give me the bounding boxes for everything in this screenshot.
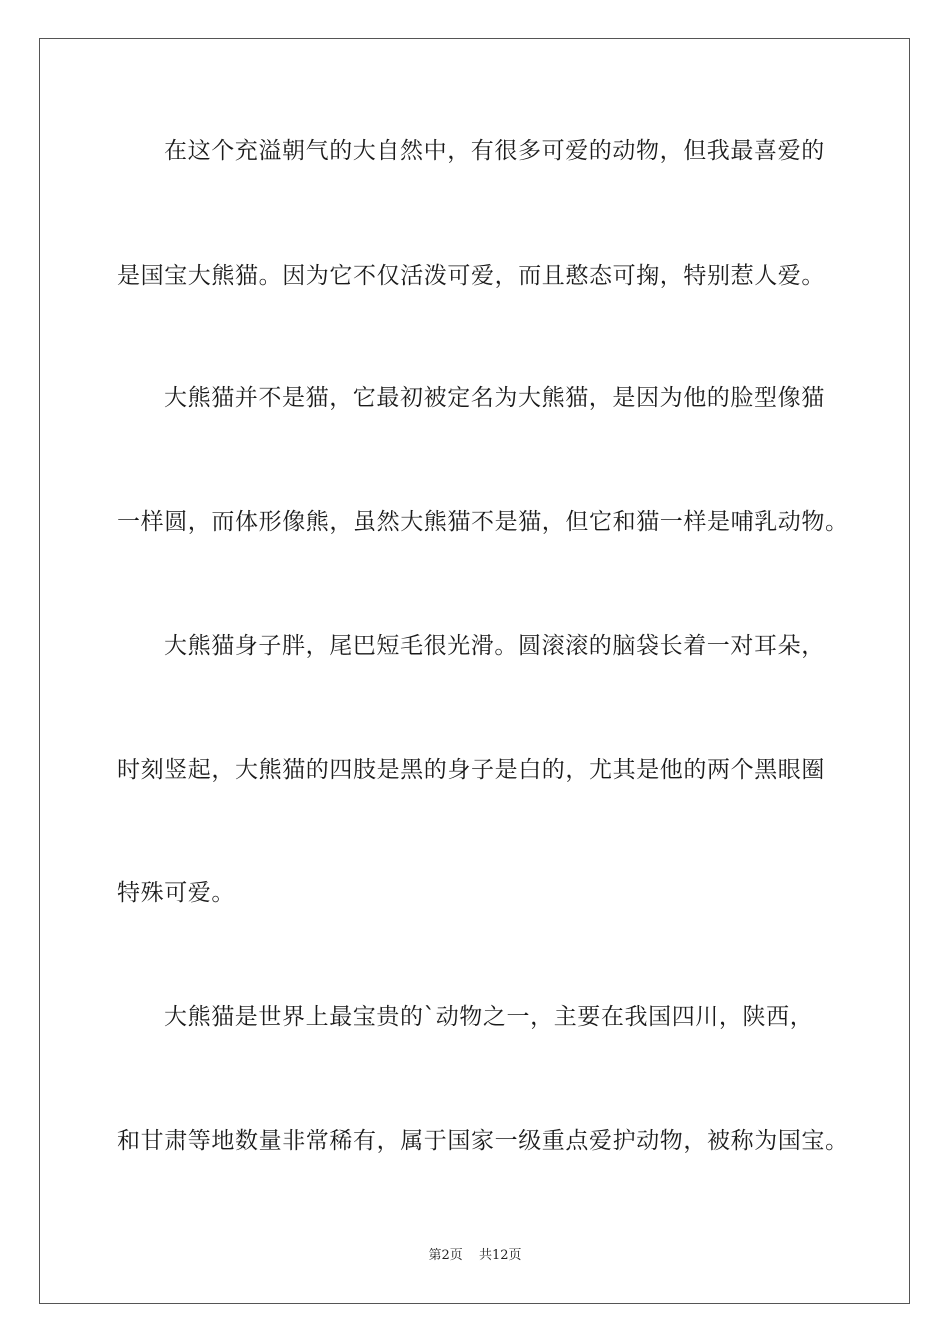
paragraph-3-line-2: 时刻竖起，大熊猫的四肢是黑的身子是白的，尤其是他的两个黑眼圈 (117, 757, 825, 783)
paragraph-4-line-1: 大熊猫是世界上最宝贵的`动物之一，主要在我国四川，陕西， (164, 1004, 814, 1030)
page-footer (0, 1248, 950, 1264)
page-number: 第2页 (428, 1248, 463, 1263)
total-pages: 共12页 (478, 1248, 522, 1263)
paragraph-3-line-3: 特殊可爱。 (117, 880, 235, 906)
paragraph-3-line-1: 大熊猫身子胖，尾巴短毛很光滑。圆滚滚的脑袋长着一对耳朵， (164, 633, 825, 659)
paragraph-2-line-2: 一样圆，而体形像熊，虽然大熊猫不是猫，但它和猫一样是哺乳动物。 (117, 509, 849, 535)
paragraph-1-line-2: 是国宝大熊猫。因为它不仅活泼可爱，而且憨态可掬，特别惹人爱。 (117, 263, 825, 289)
paragraph-2-line-1: 大熊猫并不是猫，它最初被定名为大熊猫，是因为他的脸型像猫 (164, 385, 825, 411)
paragraph-4-line-2: 和甘肃等地数量非常稀有，属于国家一级重点爱护动物，被称为国宝。 (117, 1128, 849, 1154)
page-border (39, 38, 910, 1304)
paragraph-1-line-1: 在这个充溢朝气的大自然中，有很多可爱的动物，但我最喜爱的 (164, 138, 825, 164)
